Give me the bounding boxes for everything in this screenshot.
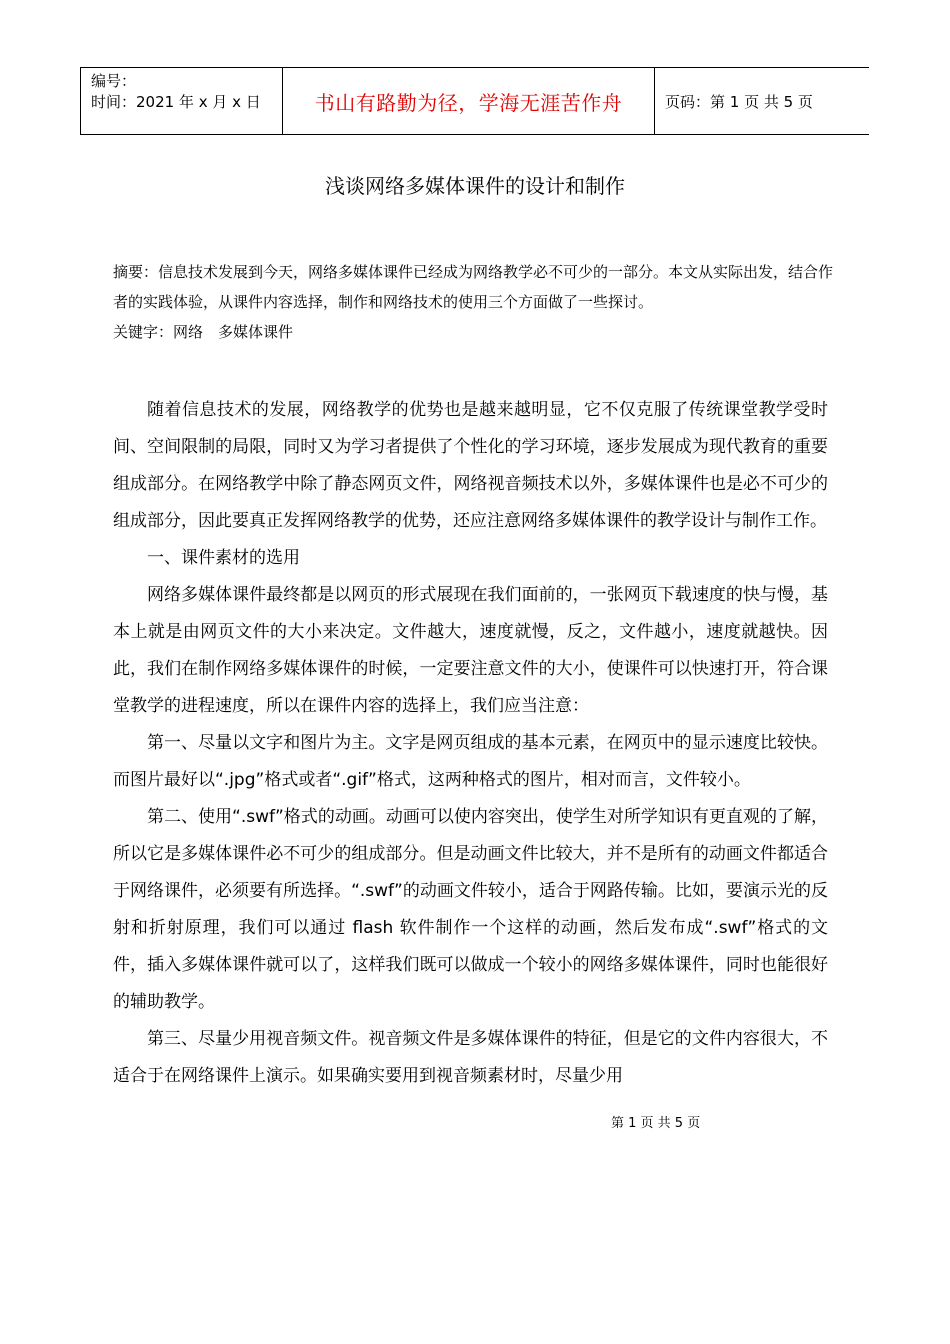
motto-text: 书山有路勤为径，学海无涯苦作舟 [314, 90, 623, 115]
body-paragraph: 网络多媒体课件最终都是以网页的形式展现在我们面前的，一张网页下载速度的快与慢，基本上就是由网页文件的大小来决定。文件越大，速度就慢，反之，文件越小，速度就越快。因此，我们在制作网络多媒体课件的时候，一定要注意文件的大小，使课件可以快速打开，符合课堂教学的进程速度，所以在课件内容的选择上，我们应当注意： [113, 585, 828, 716]
page-number-info: 页码：第 1 页 共 5 页 [665, 92, 813, 111]
document-date: 时间：2021 年 x 月 x 日 [91, 93, 261, 111]
keywords-line: 关键字：网络 多媒体课件 [113, 323, 294, 341]
document-number-label: 编号： [91, 72, 137, 90]
header-motto-cell [283, 68, 655, 134]
page-footer: 第 1 页 共 5 页 [611, 1116, 701, 1131]
body-paragraph: 随着信息技术的发展，网络教学的优势也是越来越明显，它不仅克服了传统课堂教学受时间、空间限制的局限，同时又为学习者提供了个性化的学习环境，逐步发展成为现代教育的重要组成部分。在网络教学中除了静态网页文件，网络视音频技术以外，多媒体课件也是必不可少的组成部分，因此要真正发挥网络教学的优势，还应注意网络多媒体课件的教学设计与制作工作。 [113, 400, 828, 531]
document-body [113, 392, 828, 1095]
abstract-section [113, 257, 843, 347]
body-paragraph: 第三、尽量少用视音频文件。视音频文件是多媒体课件的特征，但是它的文件内容很大，不适合于在网络课件上演示。如果确实要用到视音频素材时，尽量少用 [113, 1029, 828, 1086]
body-paragraph: 第一、尽量以文字和图片为主。文字是网页组成的基本元素，在网页中的显示速度比较快。而图片最好以“.jpg”格式或者“.gif”格式，这两种格式的图片，相对而言，文件较小。 [113, 733, 828, 790]
abstract-summary: 摘要：信息技术发展到今天，网络多媒体课件已经成为网络教学必不可少的一部分。本文从实际出发，结合作者的实践体验，从课件内容选择，制作和网络技术的使用三个方面做了一些探讨。 [113, 263, 834, 311]
header-page-cell [655, 68, 869, 134]
body-paragraph: 第二、使用“.swf”格式的动画。动画可以使内容突出，使学生对所学知识有更直观的了解，所以它是多媒体课件必不可少的组成部分。但是动画文件比较大，并不是所有的动画文件都适合于网络课件，必须要有所选择。“.swf”的动画文件较小，适合于网路传输。比如，要演示光的反射和折射原理，我们可以通过 flash 软件制作一个这样的动画，然后发布成“.swf”格式的文件，插入多媒体课件就可以了，这样我们既可以做成一个较小的网络多媒体课件，同时也能很好的辅助教学。 [113, 807, 828, 1012]
document-header-table [80, 67, 869, 135]
section-heading: 一、课件素材的选用 [147, 548, 300, 568]
header-meta-cell [81, 68, 283, 134]
document-title: 浅谈网络多媒体课件的设计和制作 [325, 174, 625, 198]
